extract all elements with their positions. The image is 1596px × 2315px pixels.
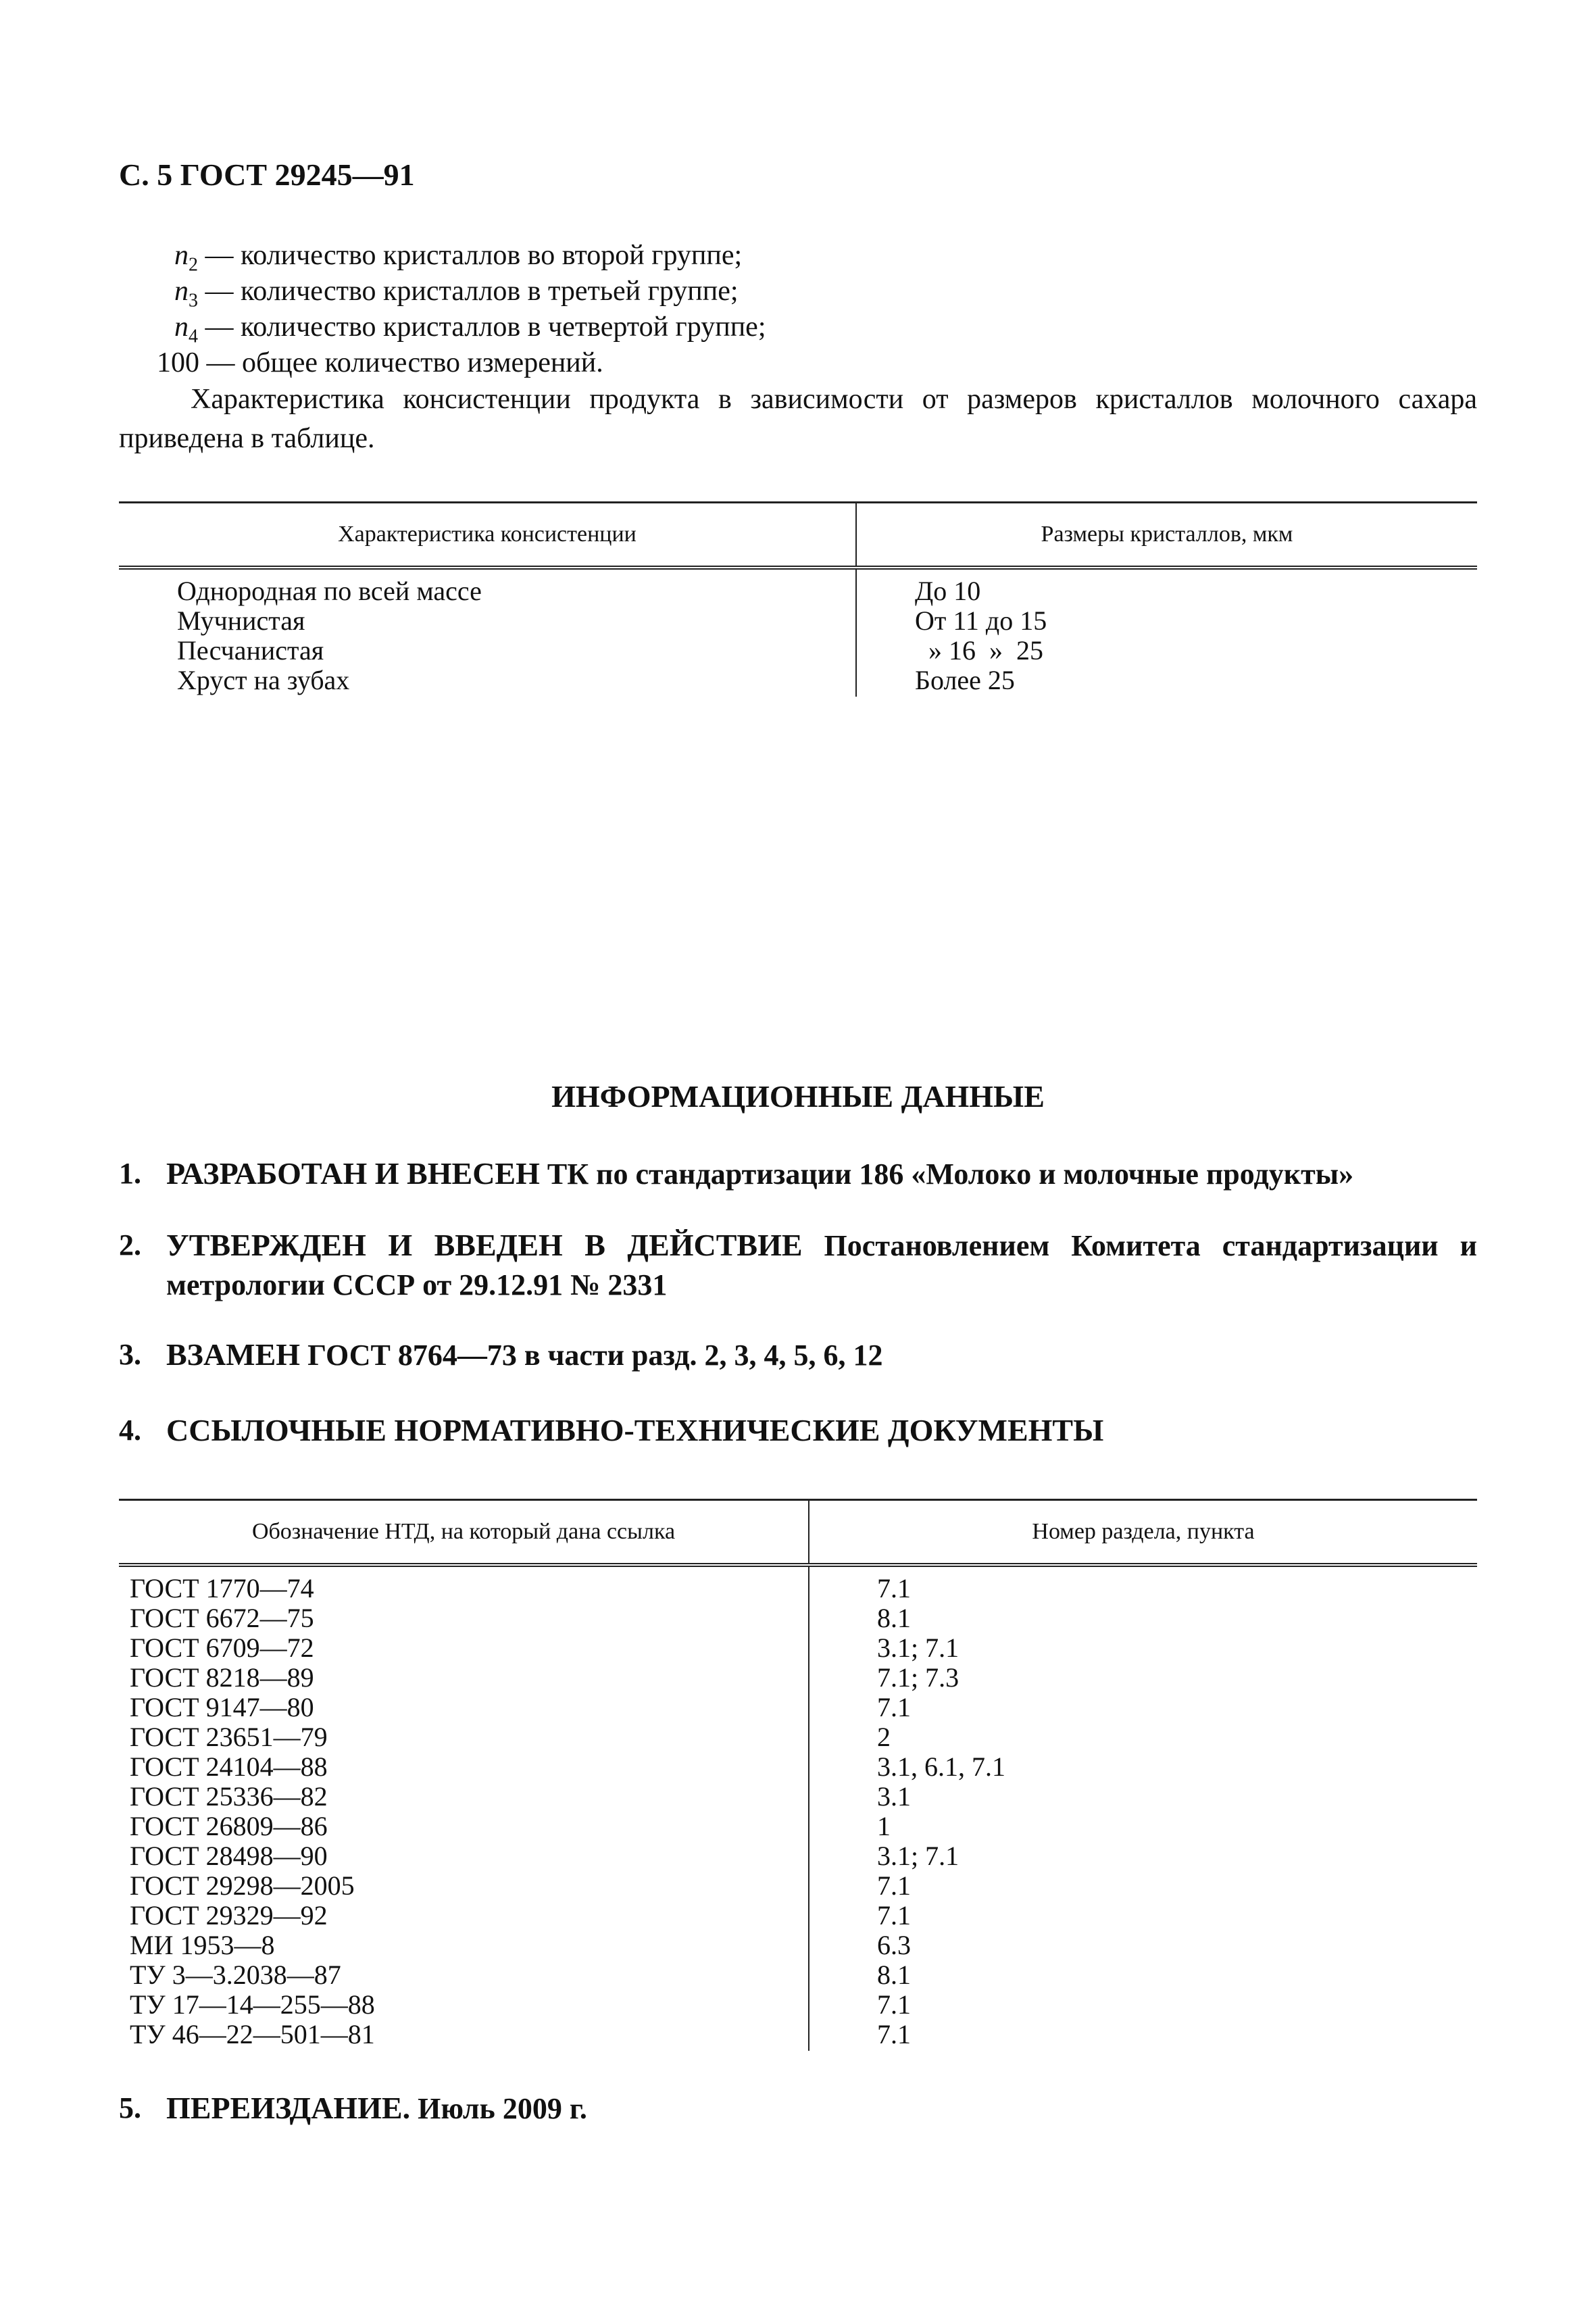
- table-cell: 7.1: [877, 1692, 911, 1722]
- table-row: [119, 666, 1477, 697]
- table-cell: ГОСТ 25336—82: [119, 1782, 809, 1812]
- column-header: Обозначение НТД, на который дана ссылка: [119, 1500, 809, 1566]
- table-cell: ГОСТ 28498—90: [119, 1841, 809, 1871]
- item-caps: РАЗРАБОТАН И ВНЕСЕН: [166, 1156, 540, 1191]
- item-rest: Постановлением Комитета стандартизации и метрологии СССР от 29.12.91 № 2331: [166, 1229, 1477, 1301]
- table-row: [119, 636, 1477, 666]
- table-cell: ГОСТ 29329—92: [119, 1901, 809, 1931]
- table-row: [119, 1603, 1477, 1633]
- table-cell: 8.1: [877, 1960, 911, 1990]
- table-cell: Мучнистая: [119, 606, 856, 636]
- legend-text: — количество кристаллов во второй группе;: [198, 240, 743, 271]
- table-cell: ГОСТ 6672—75: [119, 1603, 809, 1633]
- table-header-row: [119, 1500, 1477, 1566]
- table-cell: 8.1: [877, 1603, 911, 1633]
- legend-symbol: n: [174, 312, 189, 343]
- reference-documents-table: [119, 1499, 1477, 2051]
- item-number: 4.: [119, 1414, 141, 1447]
- table-row: [119, 1990, 1477, 2020]
- info-item-3: [119, 1335, 1477, 1375]
- legend-subscript: 4: [189, 326, 198, 347]
- column-header: Характеристика консистенции: [119, 503, 856, 568]
- table-cell: ТУ 17—14—255—88: [119, 1990, 809, 2020]
- legend-text: — количество кристаллов в четвертой группе;: [198, 312, 766, 343]
- item-number: 5.: [119, 2091, 141, 2124]
- item-caps: УТВЕРЖДЕН И ВВЕДЕН В ДЕЙСТВИЕ: [166, 1228, 803, 1262]
- table-cell: 7.1: [877, 2019, 911, 2049]
- table-row: [119, 1663, 1477, 1693]
- table-cell: 7.1: [877, 1989, 911, 2020]
- legend-subscript: 3: [189, 290, 198, 312]
- table-row: [119, 1565, 1477, 1603]
- column-header: Размеры кристаллов, мкм: [856, 503, 1477, 568]
- legend-symbol: n: [174, 240, 189, 271]
- legend-subscript: 2: [189, 254, 198, 276]
- item-caps: ССЫЛОЧНЫЕ НОРМАТИВНО-ТЕХНИЧЕСКИЕ ДОКУМЕНТЫ: [166, 1413, 1104, 1447]
- table-row: [119, 1841, 1477, 1871]
- intro-paragraph: Характеристика консистенции продукта в зависимости от размеров кристаллов молочного сахара приведена в таблице.: [119, 384, 1477, 454]
- item-rest: ГОСТ 8764—73 в части разд. 2, 3, 4, 5, 6, 12: [300, 1339, 883, 1372]
- legend-text: — общее количество измерений.: [199, 347, 603, 378]
- item-caps: ПЕРЕИЗДАНИЕ.: [166, 2091, 411, 2125]
- item-text: [166, 1154, 1477, 1194]
- item-text: [166, 1411, 1477, 1451]
- table-cell: 3.1; 7.1: [877, 1633, 959, 1663]
- table-cell: ГОСТ 29298—2005: [119, 1871, 809, 1901]
- table-cell: МИ 1953—8: [119, 1931, 809, 1960]
- item-number: 1.: [119, 1157, 141, 1190]
- table-cell: 7.1: [877, 1870, 911, 1901]
- table-cell: Песчанистая: [119, 636, 856, 666]
- info-item-1: [119, 1154, 1477, 1194]
- column-header: Номер раздела, пункта: [809, 1500, 1477, 1566]
- table-cell: 2: [877, 1722, 891, 1752]
- table-cell: Хруст на зубах: [119, 666, 856, 697]
- table-cell: ГОСТ 1770—74: [119, 1565, 809, 1603]
- table-row: [119, 1633, 1477, 1663]
- info-item-4: [119, 1411, 1477, 1451]
- table-cell: ТУ 3—3.2038—87: [119, 1960, 809, 1990]
- table-row: [119, 1871, 1477, 1901]
- table-cell: ГОСТ 8218—89: [119, 1663, 809, 1693]
- table-row: [119, 1782, 1477, 1812]
- table-cell: ГОСТ 23651—79: [119, 1722, 809, 1752]
- table-row: [119, 1960, 1477, 1990]
- item-text: [166, 1335, 1477, 1375]
- table-cell: 7.1: [877, 1900, 911, 1931]
- info-item-5: [119, 2089, 1477, 2129]
- table-cell: 3.1, 6.1, 7.1: [877, 1751, 1005, 1782]
- table-cell: 3.1; 7.1: [877, 1841, 959, 1871]
- table-header-row: [119, 503, 1477, 568]
- table-cell: От 11 до 15: [915, 605, 1047, 636]
- table-cell: ГОСТ 24104—88: [119, 1752, 809, 1782]
- table-row: [119, 1693, 1477, 1722]
- table-cell: 3.1: [877, 1781, 911, 1812]
- table-row: [119, 1752, 1477, 1782]
- table-row: [119, 1901, 1477, 1931]
- table-row: [119, 1812, 1477, 1841]
- table-cell: 7.1; 7.3: [877, 1662, 959, 1693]
- table-row: [119, 1931, 1477, 1960]
- table-cell: » 16 » 25: [915, 635, 1043, 666]
- legend-symbol: n: [174, 276, 189, 307]
- table-row: [119, 606, 1477, 636]
- consistency-table: [119, 501, 1477, 697]
- page-header: С. 5 ГОСТ 29245—91: [119, 157, 415, 192]
- table-cell: 7.1: [877, 1573, 911, 1603]
- table-cell: 1: [877, 1811, 891, 1841]
- info-title: ИНФОРМАЦИОННЫЕ ДАННЫЕ: [551, 1079, 1045, 1114]
- table-cell: 6.3: [877, 1930, 911, 1960]
- table-row: [119, 568, 1477, 606]
- table-row: [119, 1722, 1477, 1752]
- item-rest: Июль 2009 г.: [410, 2092, 587, 2125]
- table-cell: ГОСТ 26809—86: [119, 1812, 809, 1841]
- legend-line-100: [157, 345, 603, 380]
- item-number: 2.: [119, 1228, 141, 1262]
- item-rest: ТК по стандартизации 186 «Молоко и молочные продукты»: [539, 1158, 1354, 1191]
- item-text: [166, 2089, 1477, 2129]
- item-caps: ВЗАМЕН: [166, 1337, 301, 1372]
- item-number: 3.: [119, 1338, 141, 1371]
- legend-text: — количество кристаллов в третьей группе;: [198, 276, 739, 307]
- info-item-2: [119, 1226, 1477, 1305]
- table-cell: Однородная по всей массе: [119, 568, 856, 606]
- table-cell: ГОСТ 9147—80: [119, 1693, 809, 1722]
- table-cell: Более 25: [915, 665, 1015, 695]
- table-cell: ГОСТ 6709—72: [119, 1633, 809, 1663]
- legend-symbol: 100: [157, 347, 199, 378]
- item-text: [166, 1226, 1477, 1305]
- table-cell: ТУ 46—22—501—81: [119, 2020, 809, 2051]
- table-row: [119, 2020, 1477, 2051]
- table-cell: До 10: [915, 576, 981, 606]
